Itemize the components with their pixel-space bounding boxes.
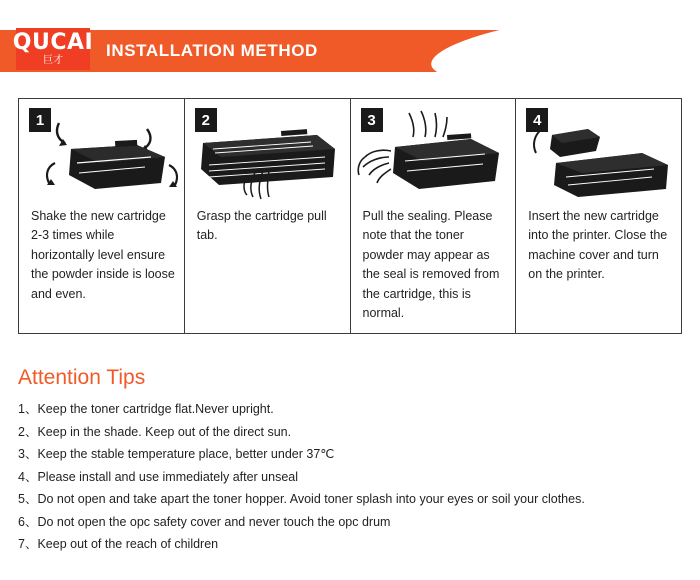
step-number-badge: 1 <box>29 108 51 132</box>
step-number-badge: 2 <box>195 108 217 132</box>
brand-logo <box>12 28 94 70</box>
step-number-badge: 3 <box>361 108 383 132</box>
attention-tips-list <box>18 398 688 556</box>
page-header <box>0 0 700 78</box>
cartridge-shake-icon <box>19 105 184 205</box>
step-number-badge: 4 <box>526 108 548 132</box>
step-1 <box>19 99 185 333</box>
step-description: Grasp the cartridge pull tab. <box>196 209 327 243</box>
step-description: Pull the sealing. Please note that the toner powder may appear as the seal is removed from the cartridge, this is normal. <box>362 209 500 320</box>
step-description: Shake the new cartridge 2-3 times while horizontally level ensure the powder inside is loose and even. <box>31 209 175 301</box>
step-2 <box>185 99 351 333</box>
tip-item: 4、Please install and use immediately after unseal <box>18 469 299 484</box>
tip-item: 1、Keep the toner cartridge flat.Never upright. <box>18 402 274 416</box>
tip-item: 6、Do not open the opc safety cover and never touch the opc drum <box>18 514 391 529</box>
brand-logo-subtext: 巨才 <box>43 55 63 66</box>
tip-item: 7、Keep out of the reach of children <box>18 537 219 551</box>
cartridge-pull-tab-icon <box>185 105 350 205</box>
page-title: INSTALLATION METHOD <box>106 41 318 60</box>
installation-steps <box>18 98 682 334</box>
tip-item: 5、Do not open and take apart the toner hopper. Avoid toner splash into your eyes or soil your clothes. <box>18 492 585 506</box>
tip-item: 2、Keep in the shade. Keep out of the direct sun. <box>18 424 292 439</box>
attention-tips-heading: Attention Tips <box>18 366 146 389</box>
step-4 <box>516 99 681 333</box>
step-3 <box>351 99 517 333</box>
cartridge-seal-remove-icon <box>351 105 516 205</box>
tip-item: 3、Keep the stable temperature place, better under 37℃ <box>18 447 335 461</box>
step-description: Insert the new cartridge into the printer. Close the machine cover and turn on the printer. <box>528 209 668 282</box>
cartridge-insert-icon <box>516 105 681 205</box>
brand-logo-text: QUCAI <box>12 30 94 55</box>
